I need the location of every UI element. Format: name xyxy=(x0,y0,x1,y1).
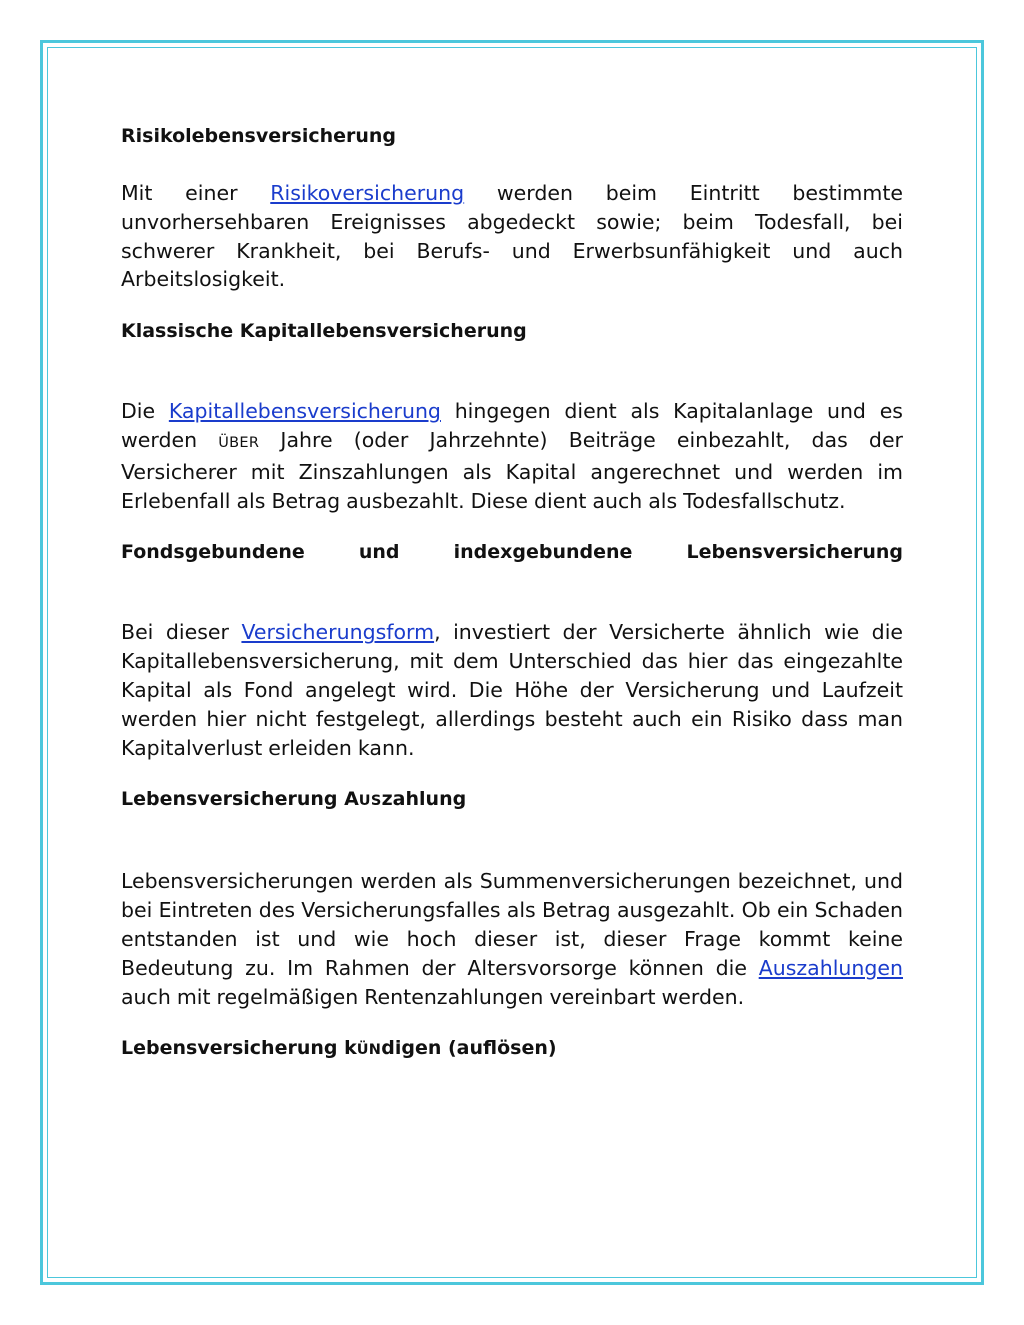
heading-kuendigen xyxy=(121,1033,903,1065)
text: , investiert der Versicherte ähnlich wie die Kapitallebensversicherung, mit dem Unterschied das hier das eingezahlte Kapital als Fond angelegt wird. Die Höhe der Versicherung und Laufzeit werden hier nicht festgelegt, allerdings besteht auch ein Risiko dass man Kapitalverlust erleiden kann. xyxy=(121,620,904,760)
text-smallcaps: ÜN xyxy=(356,1042,382,1059)
text: Lebensversicherung A xyxy=(121,788,359,811)
paragraph-kapitallebensversicherung xyxy=(121,397,903,515)
link-auszahlungen[interactable]: Auszahlungen xyxy=(758,955,903,980)
paragraph-fondsgebundene-lebensversicherung xyxy=(121,618,903,762)
text: Die xyxy=(121,399,169,424)
text: werden beim Eintritt bestimmte unvorhersehbaren Ereignisses abgedeckt sowie; beim Todesfall, bei schwerer Krankheit, bei Berufs- und Erwerbsunfähigkeit und auch Arbeitslosigkeit. xyxy=(121,181,903,292)
document-body xyxy=(121,121,903,1065)
link-risikoversicherung[interactable]: Risikoversicherung xyxy=(270,181,465,205)
text: Bei dieser xyxy=(121,620,242,645)
text: Jahre (oder Jahrzehnte) Beiträge einbezahlt, das der Versicherer mit Zinszahlungen als Kapital angerechnet und werden im Erlebenfall als Betrag ausbezahlt. Diese dient auch als Todesfallschutz. xyxy=(121,427,903,513)
heading-kapitallebensversicherung: Klassische Kapitallebensversicherung xyxy=(121,320,527,343)
paragraph-risikolebensversicherung xyxy=(121,179,903,294)
text: Lebensversicherungen werden als Summenversicherungen bezeichnet, und bei Eintreten des Versicherungsfalles als Betrag ausgezahlt. Ob ein Schaden entstanden ist und wie hoch dieser ist, dieser Frage kommt keine Bedeutung zu. Im Rahmen der Altersvorsorge können die xyxy=(121,869,903,980)
text-smallcaps: US xyxy=(358,793,382,810)
text: Mit einer xyxy=(121,181,271,205)
link-kapitallebensversicherung[interactable]: Kapitallebensversicherung xyxy=(168,399,441,424)
link-versicherungsform[interactable]: Versicherungsform xyxy=(241,620,435,645)
text: zahlung xyxy=(381,788,467,811)
text: Lebensversicherung k xyxy=(121,1037,357,1060)
heading-auszahlung xyxy=(121,784,903,816)
text: digen (auflösen) xyxy=(381,1037,557,1060)
text: auch mit regelmäßigen Rentenzahlungen vereinbart werden. xyxy=(121,984,745,1009)
text-smallcaps: ÜBER xyxy=(218,434,260,451)
heading-fondsgebundene-lebensversicherung: Fondsgebundene und indexgebundene Lebensversicherung xyxy=(121,541,903,564)
text: hingegen dient als Kapitalanlage und es werden xyxy=(121,399,903,452)
paragraph-auszahlung xyxy=(121,867,903,1011)
heading-risikolebensversicherung: Risikolebensversicherung xyxy=(121,125,397,147)
